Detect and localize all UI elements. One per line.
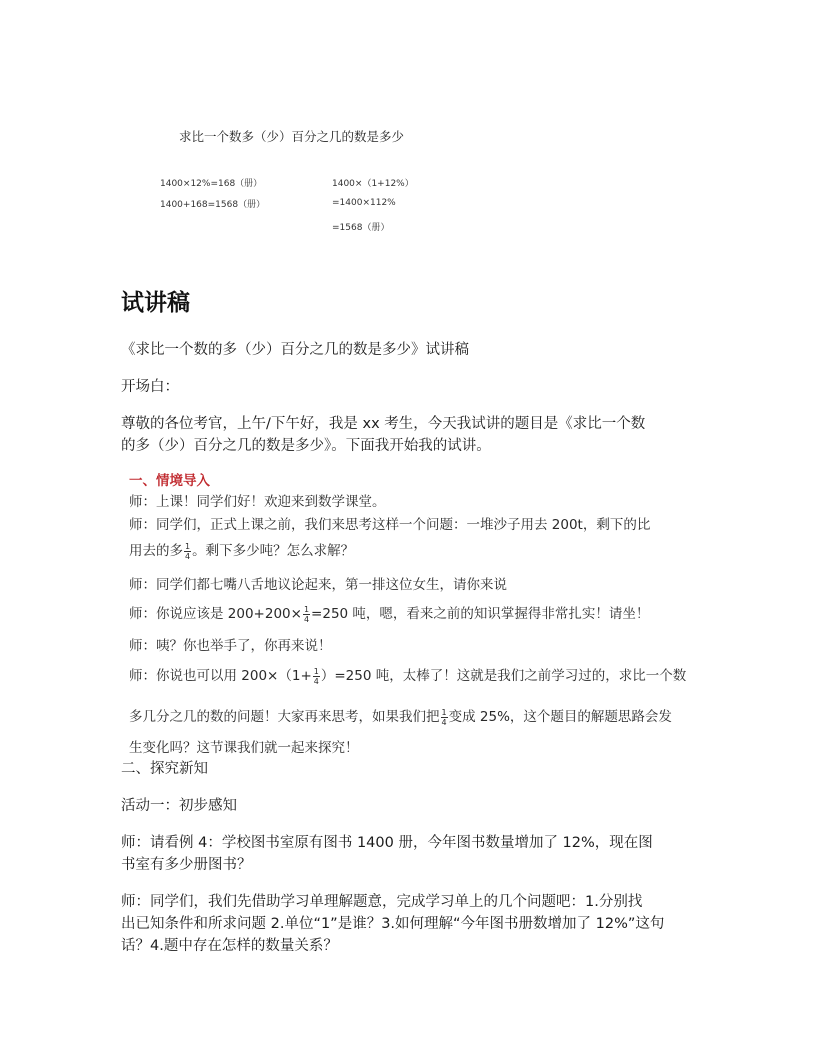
scan-line-8-a: 多几分之几的数的问题！大家再来思考，如果我们把	[129, 709, 440, 725]
figure-title: 求比一个数多（少）百分之几的数是多少	[179, 129, 405, 144]
intro-line-1: 尊敬的各位考官，上午/下午好，我是 xx 考生，今天我试讲的题目是《求比一个数	[121, 416, 646, 432]
figure-right-line-2: =1400×112%	[332, 198, 396, 208]
fraction-one-quarter: $\frac{1}{4}$	[303, 604, 310, 624]
fraction-one-quarter: $\frac{1}{4}$	[185, 541, 191, 561]
paragraph-1-line-2: 书室有多少册图书？	[121, 857, 252, 873]
paragraph-2-line-1: 师：同学们，我们先借助学习单理解题意，完成学习单上的几个问题吧：1.分别找	[121, 894, 643, 910]
figure-left-line-2: 1400+168=1568（册）	[160, 200, 266, 210]
paragraph-1-line-1: 师：请看例 4：学校图书室原有图书 1400 册，今年图书数量增加了 12%，现在图	[121, 835, 653, 851]
scan-line-6: 师：咦？你也举手了，你再来说！	[129, 638, 332, 654]
scan-line-8	[129, 705, 672, 727]
scan-line-7-a: 师：你说也可以用 200×（1+	[129, 668, 312, 684]
scan-line-5-a: 师：你说应该是 200+200×	[129, 606, 302, 622]
paragraph-2-line-2: 出已知条件和所求问题 2.单位“1”是谁？3.如何理解“今年图书册数增加了 12%”这句	[121, 916, 665, 932]
section-title-situation: 一、情境导入	[129, 473, 210, 489]
fraction-one-quarter: $\frac{1}{4}$	[441, 707, 447, 727]
document-subtitle: 《求比一个数的多（少）百分之几的数是多少》试讲稿	[121, 342, 469, 358]
fraction-one-quarter: $\frac{1}{4}$	[313, 666, 319, 686]
scan-line-7	[129, 664, 686, 686]
section-explore: 二、探究新知	[121, 761, 208, 777]
opening-label: 开场白：	[121, 379, 179, 395]
scan-line-7-b: ）=250 吨，太棒了！这就是我们之前学习过的，求比一个数	[320, 668, 687, 684]
scan-line-9: 生变化吗？这节课我们就一起来探究！	[129, 740, 359, 756]
scan-line-5-b: =250 吨，嗯，看来之前的知识掌握得非常扎实！请坐！	[311, 606, 650, 622]
document-title: 试讲稿	[121, 290, 190, 316]
scan-line-5	[129, 602, 649, 624]
scan-line-3	[129, 539, 354, 561]
figure-left-line-1: 1400×12%=168（册）	[160, 179, 263, 189]
intro-line-2: 的多（少）百分之几的数是多少》。下面我开始我的试讲。	[121, 438, 491, 454]
scan-line-8-b: 变成 25%，这个题目的解题思路会发	[448, 709, 672, 725]
paragraph-2-line-3: 话？4.题中存在怎样的数量关系？	[121, 938, 338, 954]
scan-line-3-a: 用去的多	[129, 543, 183, 559]
figure-right-line-1: 1400×（1+12%）	[332, 179, 414, 189]
scan-line-3-b: 。剩下多少吨？怎么求解？	[192, 543, 355, 559]
scan-line-2: 师：同学们，正式上课之前，我们来思考这样一个问题：一堆沙子用去 200t，剩下的比	[129, 517, 651, 533]
activity-one-label: 活动一：初步感知	[121, 798, 237, 814]
scan-line-1: 师：上课！同学们好！欢迎来到数学课堂。	[129, 494, 386, 510]
scan-line-4: 师：同学们都七嘴八舌地议论起来，第一排这位女生，请你来说	[129, 577, 507, 593]
figure-right-line-3: =1568（册）	[332, 223, 390, 233]
